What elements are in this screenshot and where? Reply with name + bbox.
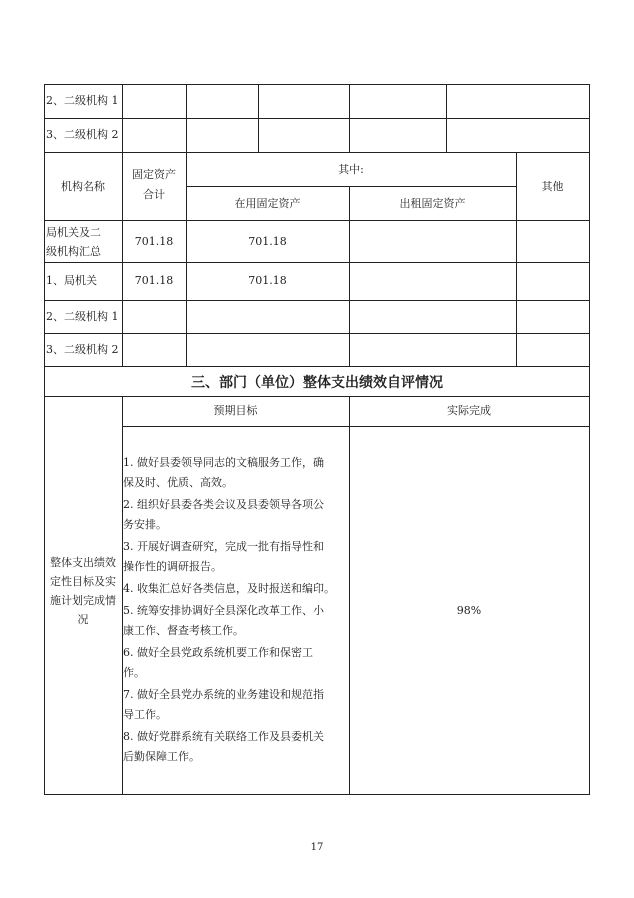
goal-line: 3. 开展好调查研究，完成一批有指导性和 — [123, 540, 324, 553]
goal-line: 操作性的调研报告。 — [123, 560, 222, 573]
evaluation-label: 整体支出绩效 — [50, 556, 116, 569]
rule — [349, 186, 350, 366]
goal-line: 康工作、督查考核工作。 — [123, 624, 244, 637]
in-use-value: 701.18 — [248, 235, 287, 248]
rule — [44, 794, 590, 795]
header-total: 合计 — [143, 188, 165, 201]
page-number: 17 — [310, 842, 324, 853]
rule — [258, 84, 259, 152]
rule — [44, 84, 590, 85]
total-value: 701.18 — [134, 274, 174, 287]
actual-completion-value: 98% — [456, 604, 482, 617]
goal-line: 保及时、优质、高效。 — [123, 476, 233, 489]
rule — [186, 84, 187, 366]
goal-line: 5. 统筹安排协调好全县深化改革工作、小 — [123, 604, 324, 617]
rule — [44, 333, 590, 334]
header-in-use: 在用固定资产 — [234, 197, 301, 210]
header-org-name: 机构名称 — [61, 180, 105, 193]
column-header-actual: 实际完成 — [447, 404, 491, 417]
org-name-cell: 3、二级机构 2 — [46, 128, 119, 141]
column-header-expected: 预期目标 — [213, 404, 258, 417]
goal-line: 作。 — [123, 666, 145, 679]
header-among: 其中: — [338, 163, 364, 176]
section-title: 三、部门（单位）整体支出绩效自评情况 — [191, 375, 443, 391]
org-name-cell: 2、二级机构 1 — [46, 310, 119, 323]
rule — [44, 262, 590, 263]
goal-line: 7. 做好全县党办系统的业务建设和规范指 — [123, 688, 324, 701]
org-name-cell: 3、二级机构 2 — [46, 343, 119, 356]
header-other: 其他 — [541, 180, 564, 193]
rule — [44, 366, 590, 367]
org-name-cell: 2、二级机构 1 — [46, 94, 119, 107]
rule — [349, 84, 350, 152]
header-total: 固定资产 — [132, 168, 176, 181]
org-name-cell: 局机关及二 — [46, 226, 101, 239]
evaluation-label: 定性目标及实 — [50, 575, 116, 588]
org-name-cell: 级机构汇总 — [46, 245, 101, 258]
evaluation-label: 况 — [77, 613, 89, 626]
rule — [122, 84, 123, 366]
org-name-cell: 1、局机关 — [46, 274, 97, 287]
goal-line: 4. 收集汇总好各类信息，及时报送和编印。 — [123, 582, 335, 595]
rule — [44, 152, 590, 153]
goal-line: 1. 做好县委领导同志的文稿服务工作，确 — [123, 456, 324, 469]
evaluation-label: 施计划完成情 — [50, 594, 116, 607]
rule — [349, 396, 350, 794]
goal-line: 务安排。 — [123, 518, 167, 531]
rule — [44, 220, 590, 221]
goal-line: 6. 做好全县党政系统机要工作和保密工 — [123, 646, 313, 659]
rule — [446, 84, 447, 152]
goal-line: 8. 做好党群系统有关联络工作及县委机关 — [123, 730, 324, 743]
rule — [589, 84, 590, 795]
goal-line: 2. 组织好县委各类会议及县委领导各项公 — [123, 498, 324, 511]
header-leased: 出租固定资产 — [399, 197, 466, 210]
rule — [44, 118, 590, 119]
total-value: 701.18 — [134, 235, 174, 248]
goal-line: 后勤保障工作。 — [123, 750, 200, 763]
rule — [122, 426, 590, 427]
rule — [44, 396, 590, 397]
rule — [186, 186, 516, 187]
goal-line: 导工作。 — [123, 708, 167, 721]
rule — [44, 300, 590, 301]
in-use-value: 701.18 — [248, 274, 287, 287]
